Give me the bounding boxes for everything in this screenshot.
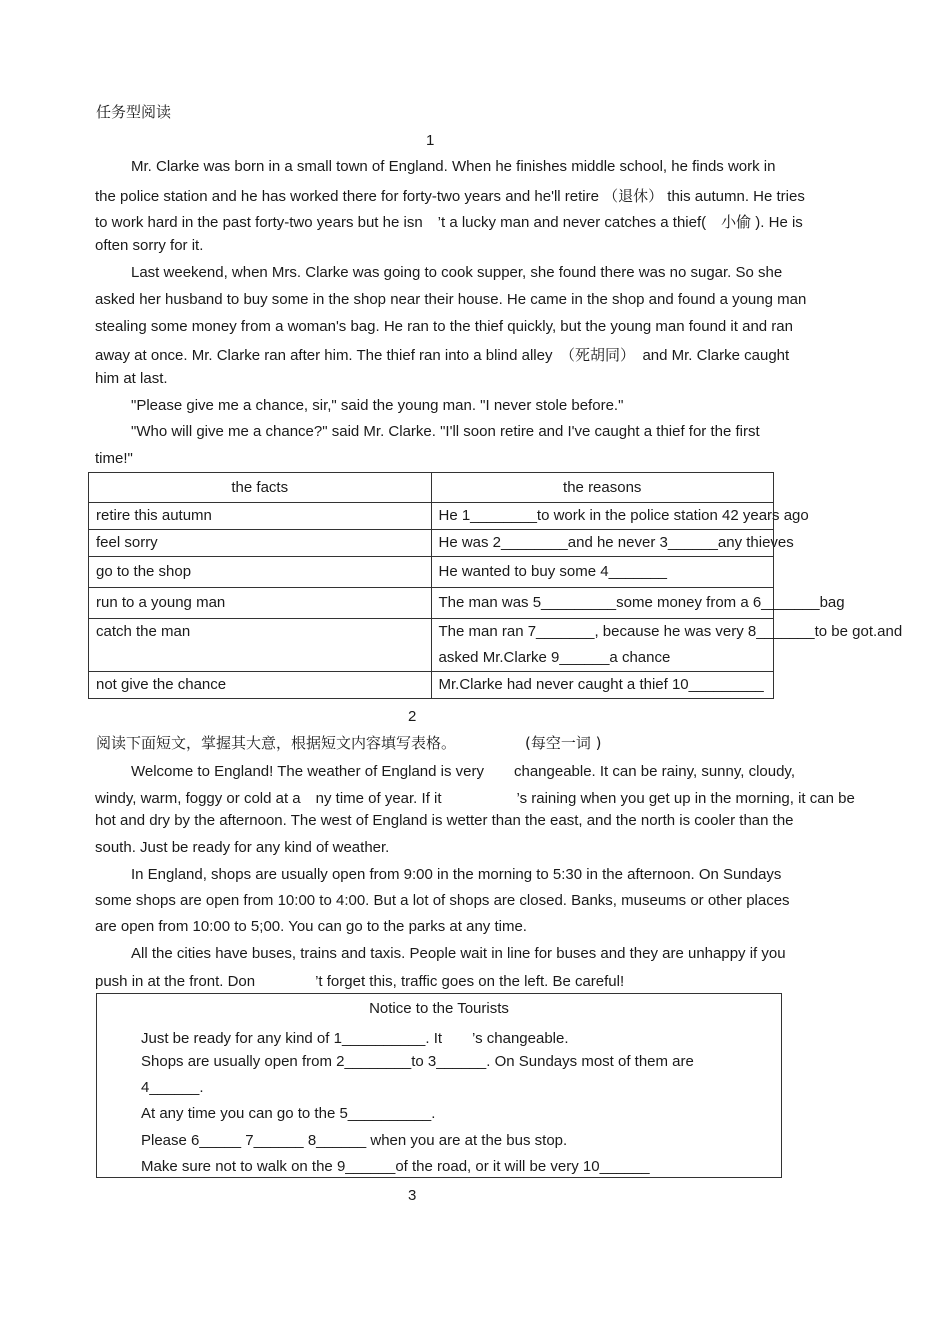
paragraph-line: "Please give me a chance, sir," said the young man. "I never stole before.": [131, 397, 624, 414]
fact-cell: not give the chance: [89, 672, 432, 699]
instruction-note: (每空一词 ): [525, 734, 602, 752]
paragraph-line: windy, warm, foggy or cold at a ny time of year. If it ’s raining when you get up in the morning, it can be: [95, 790, 855, 807]
paragraph-line: south. Just be ready for any kind of weather.: [95, 839, 390, 856]
section-number-2: 2: [408, 708, 417, 725]
paragraph-line: asked her husband to buy some in the shop near their house. He came in the shop and found a young man: [95, 291, 807, 308]
fact-cell: go to the shop: [89, 557, 432, 588]
table-header-row: [89, 473, 774, 503]
reason-cell: Mr.Clarke had never caught a thief 10_________: [431, 672, 774, 699]
paragraph-line: Last weekend, when Mrs. Clarke was going to cook supper, she found there was no sugar. So she: [131, 264, 783, 281]
reason-cell: He wanted to buy some 4_______: [431, 557, 774, 588]
table-row: [89, 557, 774, 588]
table-row: [89, 588, 774, 619]
reason-cell: He was 2________and he never 3______any thieves: [431, 530, 774, 557]
page-title: 任务型阅读: [96, 103, 172, 121]
section-number-1: 1: [426, 132, 435, 149]
paragraph-line: away at once. Mr. Clarke ran after him. The thief ran into a blind alley （死胡同） and Mr. Clarke caught: [95, 347, 790, 364]
paragraph-line: push in at the front. Don ’t forget this, traffic goes on the left. Be careful!: [95, 973, 625, 990]
reason-cell: The man was 5_________some money from a 6_______bag: [431, 588, 774, 619]
notice-row: 4______.: [141, 1079, 204, 1096]
paragraph-line: Welcome to England! The weather of England is very changeable. It can be rainy, sunny, cloudy,: [131, 763, 795, 780]
table-row: [89, 619, 774, 672]
instruction: 阅读下面短文，掌握其大意，根据短文内容填写表格。: [96, 734, 457, 752]
notice-row: Shops are usually open from 2________to 3______. On Sundays most of them are: [141, 1053, 694, 1070]
paragraph-line: hot and dry by the afternoon. The west of England is wetter than the east, and the north is cooler than the: [95, 812, 794, 829]
fact-cell: run to a young man: [89, 588, 432, 619]
paragraph-line: time!": [95, 450, 133, 467]
table-row: [89, 672, 774, 699]
section-number-3: 3: [408, 1187, 417, 1204]
paragraph-line: are open from 10:00 to 5;00. You can go to the parks at any time.: [95, 918, 527, 935]
notice-box: [96, 993, 782, 1178]
table-row: [89, 503, 774, 530]
header-facts: the facts: [89, 473, 432, 503]
paragraph-line: Mr. Clarke was born in a small town of England. When he finishes middle school, he finds work in: [131, 158, 776, 175]
paragraph-line: the police station and he has worked there for forty-two years and he'll retire （退休） this autumn. He tries: [95, 188, 805, 205]
notice-title: Notice to the Tourists: [369, 1000, 509, 1017]
reason-line: The man ran 7_______, because he was very 8_______to be got.and: [438, 623, 903, 640]
fact-cell: feel sorry: [89, 530, 432, 557]
header-reasons: the reasons: [431, 473, 774, 503]
paragraph-line: "Who will give me a chance?" said Mr. Clarke. "I'll soon retire and I've caught a thief for the first: [131, 423, 760, 440]
paragraph-line: some shops are open from 10:00 to 4:00. But a lot of shops are closed. Banks, museums or other places: [95, 892, 790, 909]
notice-row: Please 6_____ 7______ 8______ when you are at the bus stop.: [141, 1132, 568, 1149]
reason-cell: He 1________to work in the police station 42 years ago: [431, 503, 774, 530]
paragraph-line: In England, shops are usually open from 9:00 in the morning to 5:30 in the afternoon. On Sundays: [131, 866, 782, 883]
facts-reasons-table: [88, 472, 903, 699]
fact-cell: catch the man: [89, 619, 432, 672]
paragraph-line: All the cities have buses, trains and taxis. People wait in line for buses and they are unhappy if you: [131, 945, 786, 962]
notice-row: Just be ready for any kind of 1__________. It ’s changeable.: [141, 1030, 569, 1047]
fact-cell: retire this autumn: [89, 503, 432, 530]
reason-line: asked Mr.Clarke 9______a chance: [438, 649, 671, 666]
paragraph-line: stealing some money from a woman's bag. He ran to the thief quickly, but the young man found it and ran: [95, 318, 793, 335]
table-row: [89, 530, 774, 557]
notice-row: Make sure not to walk on the 9______of the road, or it will be very 10______: [141, 1158, 650, 1175]
paragraph-line: often sorry for it.: [95, 237, 204, 254]
reason-cell: [431, 619, 903, 672]
paragraph-line: him at last.: [95, 370, 168, 387]
paragraph-line: to work hard in the past forty-two years but he isn ’t a lucky man and never catches a thief( 小偷 ). He is: [95, 214, 803, 231]
notice-row: At any time you can go to the 5__________.: [141, 1105, 436, 1122]
